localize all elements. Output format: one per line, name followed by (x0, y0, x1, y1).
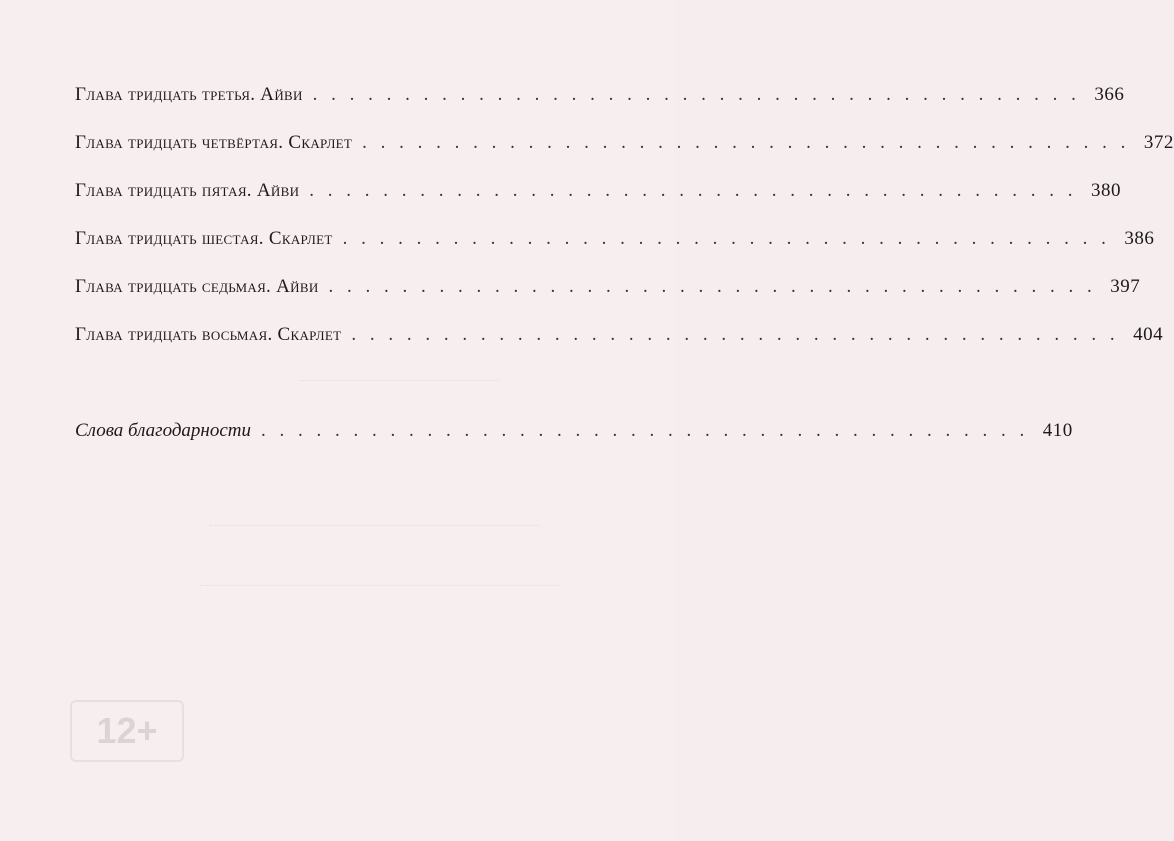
toc-entry-page: 386 (1124, 228, 1155, 249)
toc-entry-page: 404 (1133, 324, 1164, 345)
toc-entry[interactable] (75, 84, 1125, 132)
toc-leader-dots: . . . . . . . . . . . . . . . . . . . . . . . . . . . . . . . . . . . . . . . . . . (342, 228, 1111, 249)
toc-entry-title: Глава тридцать четвёртая. Скарлет (75, 132, 353, 153)
toc-entry-title: Глава тридцать восьмая. Скарлет (75, 324, 342, 345)
toc-entry[interactable] (75, 276, 1141, 324)
bleed-through-text (300, 380, 500, 382)
toc-entry[interactable] (75, 324, 1164, 372)
toc-leader-dots: . . . . . . . . . . . . . . . . . . . . . . . . . . . . . . . . . . . . . . . . . . (312, 84, 1081, 105)
toc-entry[interactable] (75, 180, 1122, 228)
bleed-through-text (200, 585, 560, 587)
bleed-through-text (210, 525, 540, 527)
toc-entry[interactable] (75, 228, 1155, 276)
toc-entry-page: 372 (1143, 132, 1174, 153)
toc-entry-page: 366 (1094, 84, 1125, 105)
toc-leader-dots: . . . . . . . . . . . . . . . . . . . . . . . . . . . . . . . . . . . . . . . . . . (351, 324, 1120, 345)
toc-entry-title: Глава тридцать пятая. Айви (75, 180, 300, 201)
toc-entry-title: Глава тридцать третья. Айви (75, 84, 303, 105)
table-of-contents (75, 84, 1174, 372)
toc-leader-dots: . . . . . . . . . . . . . . . . . . . . . . . . . . . . . . . . . . . . . . . . . . (261, 420, 1029, 441)
toc-entry-title: Глава тридцать шестая. Скарлет (75, 228, 333, 249)
toc-entry-page: 380 (1091, 180, 1122, 201)
acknowledgements-title: Слова благодарности (75, 420, 252, 441)
toc-entry-title: Глава тридцать седьмая. Айви (75, 276, 319, 297)
toc-leader-dots: . . . . . . . . . . . . . . . . . . . . . . . . . . . . . . . . . . . . . . . . . . (309, 180, 1078, 201)
toc-entry-page: 397 (1110, 276, 1141, 297)
acknowledgements-page: 410 (1042, 420, 1073, 441)
toc-leader-dots: . . . . . . . . . . . . . . . . . . . . . . . . . . . . . . . . . . . . . . . . . . (362, 132, 1130, 153)
toc-leader-dots: . . . . . . . . . . . . . . . . . . . . . . . . . . . . . . . . . . . . . . . . . . (328, 276, 1097, 297)
age-rating-bleed-through: 12+ (70, 700, 184, 762)
toc-entry[interactable] (75, 132, 1174, 180)
toc-acknowledgements-entry[interactable] (75, 420, 1073, 450)
